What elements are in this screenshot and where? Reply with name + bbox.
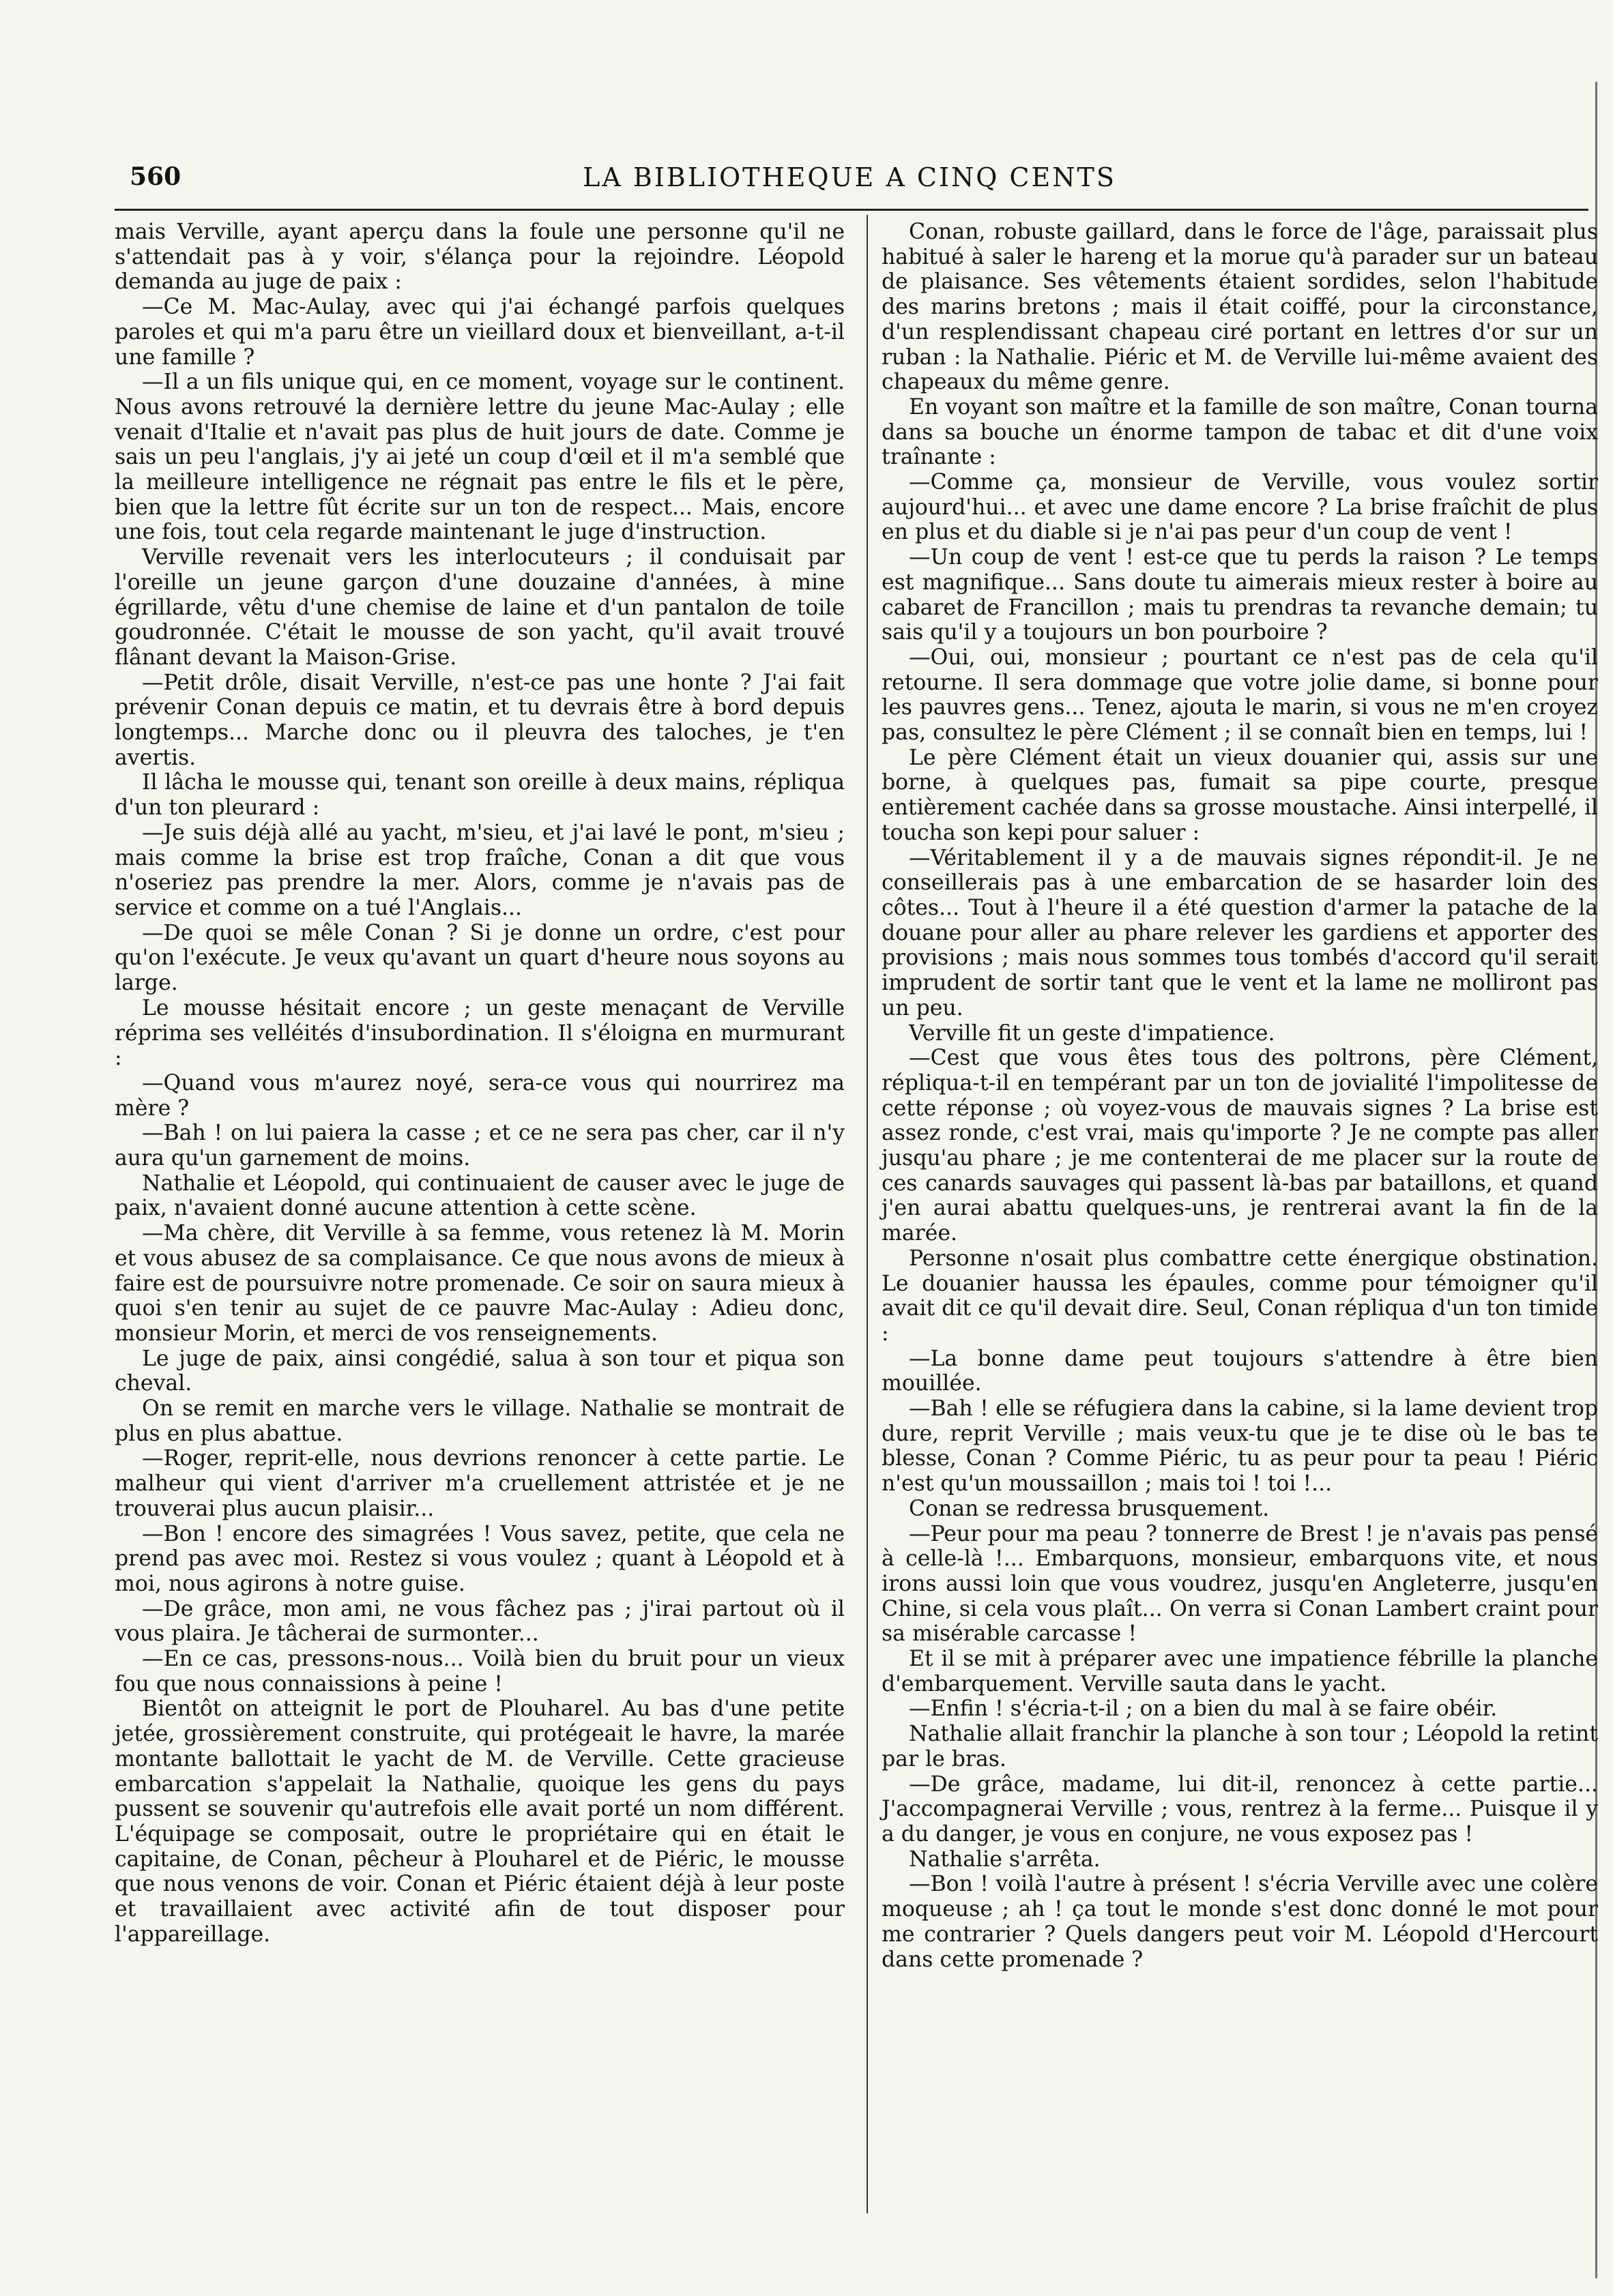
paragraph: —De quoi se mêle Conan ? Si je donne un ordre, c'est pour qu'on l'exécute. Je veux qu'avant un quart d'heure nous soyons au large. bbox=[115, 920, 845, 996]
right-column bbox=[882, 220, 1598, 1972]
column-divider bbox=[867, 215, 868, 2213]
paragraph: On se remit en marche vers le village. Nathalie se montrait de plus en plus abattue. bbox=[115, 1396, 845, 1446]
paragraph: En voyant son maître et la famille de son maître, Conan tourna dans sa bouche un énorme tampon de tabac et dit d'une voix traînante : bbox=[882, 394, 1598, 470]
paragraph: —De grâce, madame, lui dit-il, renoncez à cette partie... J'accompagnerai Verville ; vous, rentrez à la ferme... Puisque il y a du danger, je vous en conjure, ne vous exposez pas ! bbox=[882, 1771, 1598, 1846]
paragraph: —Je suis déjà allé au yacht, m'sieu, et j'ai lavé le pont, m'sieu ; mais comme la brise est trop fraîche, Conan a dit que vous n'oseriez pas prendre la mer. Alors, comme je n'avais pas de service et comme on a tué l'Anglais... bbox=[115, 820, 845, 920]
page-header bbox=[130, 156, 1569, 203]
paragraph: —Ma chère, dit Verville à sa femme, vous retenez là M. Morin et vous abusez de sa complaisance. Ce que nous avons de mieux à faire est de poursuivre notre promenade. Ce soir on saura mieux à quoi s'en tenir au sujet de ce pauvre Mac-Aulay : Adieu donc, monsieur Morin, et merci de vos renseignements. bbox=[115, 1221, 845, 1346]
paragraph: —Quand vous m'aurez noyé, sera-ce vous qui nourrirez ma mère ? bbox=[115, 1070, 845, 1121]
paragraph: Et il se mit à préparer avec une impatience fébrille la planche d'embarquement. Verville sauta dans le yacht. bbox=[882, 1647, 1598, 1696]
paragraph: Personne n'osait plus combattre cette énergique obstination. Le douanier haussa les épaules, comme pour témoigner qu'il avait dit ce qu'il devait dire. Seul, Conan répliqua d'un ton timide : bbox=[882, 1246, 1598, 1346]
paragraph: —Petit drôle, disait Verville, n'est-ce pas une honte ? J'ai fait prévenir Conan depuis ce matin, et tu devrais être à bord depuis longtemps... Marche donc ou il pleuvra des taloches, je t'en avertis. bbox=[115, 670, 845, 770]
paragraph: —Peur pour ma peau ? tonnerre de Brest ! je n'avais pas pensé à celle-là !... Embarquons, monsieur, embarquons vite, et nous irons aussi loin que vous voudrez, jusqu'en Angleterre, jusqu'en Chine, si cela vous plaît... On verra si Conan Lambert craint pour sa misérable carcasse ! bbox=[882, 1521, 1598, 1647]
paragraph: Le père Clément était un vieux douanier qui, assis sur une borne, à quelques pas, fumait sa pipe courte, presque entièrement cachée dans sa grosse moustache. Ainsi interpellé, il toucha son kepi pour saluer : bbox=[882, 745, 1598, 845]
paragraph: Le mousse hésitait encore ; un geste menaçant de Verville réprima ses velléités d'insubordination. Il s'éloigna en murmurant : bbox=[115, 995, 845, 1071]
paragraph: —Un coup de vent ! est-ce que tu perds la raison ? Le temps est magnifique... Sans doute tu aimerais mieux rester à boire au cabaret de Francillon ; mais tu prendras ta revanche demain; tu sais qu'il y a toujours un bon pourboire ? bbox=[882, 545, 1598, 645]
paragraph: —Bon ! encore des simagrées ! Vous savez, petite, que cela ne prend pas avec moi. Restez si vous voulez ; quant à Léopold et à moi, nous agirons à notre guise. bbox=[115, 1521, 845, 1596]
paragraph: —Véritablement il y a de mauvais signes répondit-il. Je ne conseillerais pas à une embarcation de se hasarder loin des côtes... Tout à l'heure il a été question d'armer la patache de la douane pour aller au phare relever les gardiens et apporter des provisions ; mais nous sommes tous tombés d'accord qu'il serait imprudent de sortir tant que le vent et la lame ne molliront pas un peu. bbox=[882, 845, 1598, 1020]
paragraph: Nathalie allait franchir la planche à son tour ; Léopold la retint par le bras. bbox=[882, 1722, 1598, 1771]
paragraph: —Roger, reprit-elle, nous devrions renoncer à cette partie. Le malheur qui vient d'arriver m'a cruellement attristée et je ne trouverai plus aucun plaisir... bbox=[115, 1446, 845, 1521]
paragraph: Il lâcha le mousse qui, tenant son oreille à deux mains, répliqua d'un ton pleurard : bbox=[115, 770, 845, 821]
paragraph: Le juge de paix, ainsi congédié, salua à son tour et piqua son cheval. bbox=[115, 1346, 845, 1396]
paragraph: Verville revenait vers les interlocuteurs ; il conduisait par l'oreille un jeune garçon d'une douzaine d'années, à mine égrillarde, vêtu d'une chemise de laine et d'un pantalon de toile goudronnée. C'était le mousse de son yacht, qu'il avait trouvé flânant devant la Maison-Grise. bbox=[115, 545, 845, 670]
paragraph: Verville fit un geste d'impatience. bbox=[909, 1020, 1275, 1046]
paragraph: —Il a un fils unique qui, en ce moment, voyage sur le continent. Nous avons retrouvé la dernière lettre du jeune Mac-Aulay ; elle venait d'Italie et n'avait pas plus de huit jours de date. Comme je sais un peu l'anglais, j'y ai jeté un coup d'œil et il m'a semblé que la meilleure intelligence ne régnait pas entre le fils et le père, bien que la lettre fût écrite sur un ton de respect... Mais, encore une fois, tout cela regarde maintenant le juge d'instruction. bbox=[115, 370, 845, 545]
running-title: LA BIBLIOTHEQUE A CINQ CENTS bbox=[583, 162, 1116, 192]
left-column bbox=[115, 220, 845, 1947]
paragraph: Nathalie et Léopold, qui continuaient de causer avec le juge de paix, n'avaient donné aucune attention à cette scène. bbox=[115, 1171, 845, 1221]
paragraph: —Enfin ! s'écria-t-il ; on a bien du mal à se faire obéir. bbox=[909, 1696, 1498, 1722]
paragraph: —En ce cas, pressons-nous... Voilà bien du bruit pour un vieux fou que nous connaissions à peine ! bbox=[115, 1647, 845, 1696]
paragraph: —Bon ! voilà l'autre à présent ! s'écria Verville avec une colère moqueuse ; ah ! ça tout le monde s'est donc donné le mot pour me contrarier ? Quels dangers peut voir M. Léopold d'Hercourt dans cette promenade ? bbox=[882, 1872, 1598, 1972]
paragraph: —La bonne dame peut toujours s'attendre à être bien mouillée. bbox=[882, 1346, 1598, 1396]
paragraph: Conan se redressa brusquement. bbox=[909, 1496, 1270, 1521]
paragraph: Nathalie s'arrêta. bbox=[909, 1846, 1101, 1872]
paragraph: Bientôt on atteignit le port de Plouharel. Au bas d'une petite jetée, grossièrement construite, qui protégeait le havre, la marée montante ballottait le yacht de M. de Verville. Cette gracieuse embarcation s'appelait la Nathalie, quoique les gens du pays pussent se souvenir qu'autrefois elle avait porté un nom différent. L'équipage se composait, outre le propriétaire qui en était le capitaine, de Conan, pêcheur à Plouharel et de Piéric, le mousse que nous venons de voir. Conan et Piéric étaient déjà à leur poste et travaillaient avec activité afin de tout disposer pour l'appareillage. bbox=[115, 1696, 845, 1947]
paragraph: Conan, robuste gaillard, dans le force de l'âge, paraissait plus habitué à saler le hareng et la morue qu'à parader sur un bateau de plaisance. Ses vêtements étaient sordides, selon l'habitude des marins bretons ; mais il était coiffé, pour la circonstance, d'un resplendissant chapeau ciré portant en lettres d'or sur un ruban : la Nathalie. Piéric et M. de Verville lui-même avaient des chapeaux du même genre. bbox=[882, 220, 1598, 395]
paragraph: —Oui, oui, monsieur ; pourtant ce n'est pas de cela qu'il retourne. Il sera dommage que votre jolie dame, si bonne pour les pauvres gens... Tenez, ajouta le marin, si vous ne m'en croyez pas, consultez le père Clément ; il se connaît bien en temps, lui ! bbox=[882, 645, 1598, 746]
header-rule bbox=[115, 209, 1588, 211]
paragraph: —Bah ! on lui paiera la casse ; et ce ne sera pas cher, car il n'y aura qu'un garnement de moins. bbox=[115, 1121, 845, 1171]
paragraph: —Cest que vous êtes tous des poltrons, père Clément, répliqua-t-il en tempérant par un ton de jovialité l'impolitesse de cette réponse ; où voyez-vous de mauvais signes ? La brise est assez ronde, c'est vrai, mais qu'importe ? Je ne compte pas aller jusqu'au phare ; je me contenterai de me placer sur la route de ces canards sauvages qui passent là-bas par bataillons, et quand j'en aurai abattu quelques-uns, je rentrerai avant la fin de la marée. bbox=[882, 1046, 1598, 1246]
paragraph: —Bah ! elle se réfugiera dans la cabine, si la lame devient trop dure, reprit Verville ; mais veux-tu que je te dise où le bas te blesse, Conan ? Comme Piéric, tu as peur pour ta peau ! Piéric n'est qu'un moussaillon ; mais toi ! toi !... bbox=[882, 1396, 1598, 1497]
paragraph: —Comme ça, monsieur de Verville, vous voulez sortir aujourd'hui... et avec une dame encore ? La brise fraîchit de plus en plus et du diable si je n'ai pas peur d'un coup de vent ! bbox=[882, 470, 1598, 545]
paragraph: mais Verville, ayant aperçu dans la foule une personne qu'il ne s'attendait pas à y voir, s'élança pour la rejoindre. Léopold demanda au juge de paix : bbox=[115, 220, 845, 295]
paragraph: —Ce M. Mac-Aulay, avec qui j'ai échangé parfois quelques paroles et qui m'a paru être un vieillard doux et bienveillant, a-t-il une famille ? bbox=[115, 295, 845, 370]
paragraph: —De grâce, mon ami, ne vous fâchez pas ; j'irai partout où il vous plaira. Je tâcherai de surmonter... bbox=[115, 1596, 845, 1647]
page-number: 560 bbox=[130, 162, 181, 191]
